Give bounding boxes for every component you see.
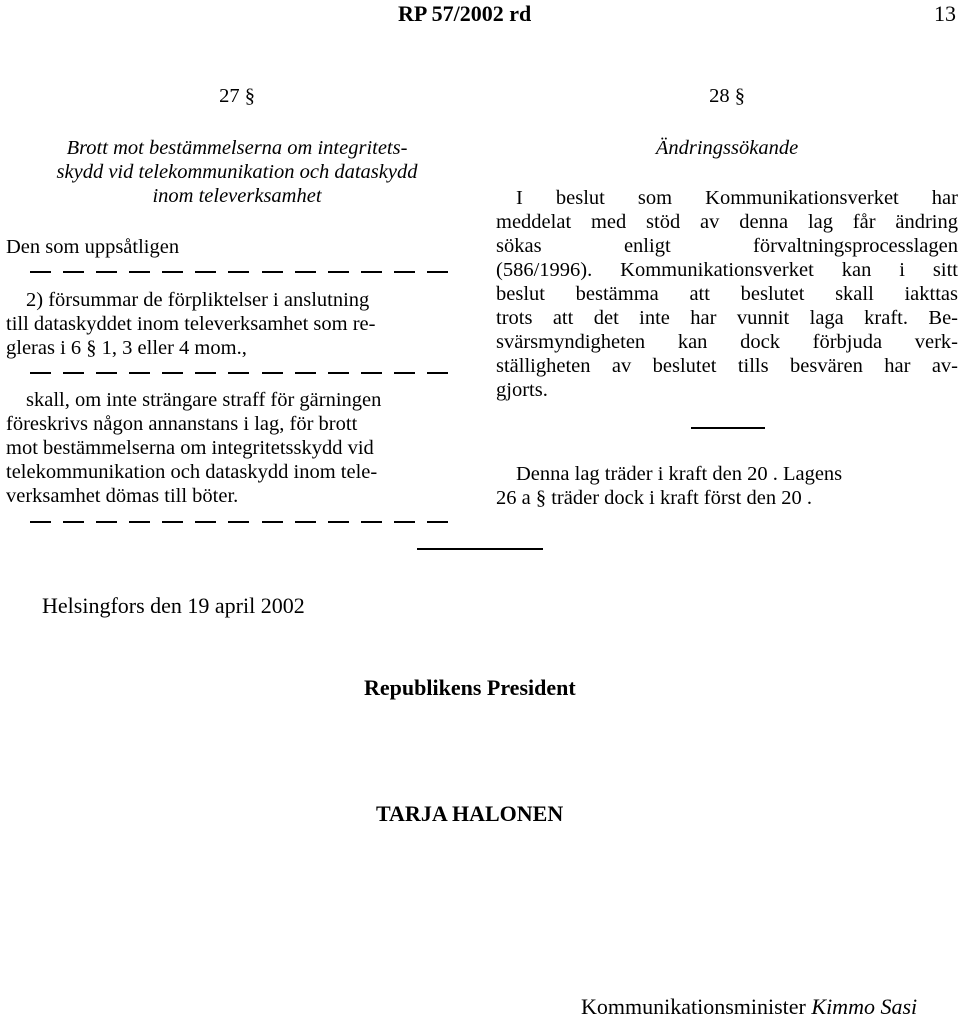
body-line-9: gjorts. bbox=[496, 379, 548, 401]
body-line-8: ställigheten av beslutet tills besvären har av- bbox=[496, 355, 958, 377]
item-2-line-1: 2) försummar de förpliktelser i anslutning bbox=[26, 289, 370, 311]
dash-separator bbox=[129, 521, 150, 523]
dash-separator bbox=[295, 521, 316, 523]
dash-separator bbox=[30, 372, 51, 374]
body-line-5: beslut bestämma att beslutet skall iakttas bbox=[496, 283, 958, 305]
dash-separator bbox=[295, 271, 316, 273]
dash-separator bbox=[162, 372, 183, 374]
short-separator-rule bbox=[691, 427, 765, 429]
dash-separator bbox=[195, 521, 216, 523]
dash-separator bbox=[427, 372, 448, 374]
penalty-line-3: mot bestämmelserna om integritetsskydd vid bbox=[6, 437, 374, 459]
dash-separator bbox=[394, 521, 415, 523]
penalty-line-5: verksamhet dömas till böter. bbox=[6, 485, 239, 507]
dash-separator bbox=[96, 271, 117, 273]
dash-separator bbox=[361, 271, 382, 273]
dash-separator bbox=[228, 271, 249, 273]
body-line-4: (586/1996). Kommunikationsverket kan i sitt bbox=[496, 259, 958, 281]
entry-into-force-line-2: 26 a § träder dock i kraft först den 20 . bbox=[496, 487, 812, 509]
dash-separator bbox=[30, 271, 51, 273]
dash-separator bbox=[30, 521, 51, 523]
penalty-line-2: föreskrivs någon annanstans i lag, för brott bbox=[6, 413, 358, 435]
body-line-6: trots att det inte har vunnit laga kraft. Be- bbox=[496, 307, 958, 329]
dash-separator bbox=[394, 271, 415, 273]
item-2-line-3: gleras i 6 § 1, 3 eller 4 mom., bbox=[6, 337, 247, 359]
omission-dash-row-1 bbox=[30, 271, 448, 273]
omission-dash-row-3 bbox=[30, 521, 448, 523]
minister-signature bbox=[581, 996, 917, 1018]
dash-separator bbox=[361, 521, 382, 523]
item-2-line-2: till dataskyddet inom televerksamhet som re- bbox=[6, 313, 376, 335]
minister-title: Kommunikationsminister bbox=[581, 994, 806, 1019]
dash-separator bbox=[328, 372, 349, 374]
dash-separator bbox=[427, 521, 448, 523]
dash-separator bbox=[63, 521, 84, 523]
minister-name: Kimmo Sasi bbox=[811, 994, 918, 1019]
body-line-1: I beslut som Kommunikationsverket har bbox=[516, 187, 958, 209]
dash-separator bbox=[96, 372, 117, 374]
dash-separator bbox=[63, 372, 84, 374]
dash-separator bbox=[295, 372, 316, 374]
place-and-date: Helsingfors den 19 april 2002 bbox=[42, 593, 305, 618]
dash-separator bbox=[162, 521, 183, 523]
dash-separator bbox=[63, 271, 84, 273]
penalty-line-1: skall, om inte strängare straff för gärningen bbox=[26, 389, 382, 411]
intro-line: Den som uppsåtligen bbox=[6, 236, 180, 258]
dash-separator bbox=[129, 372, 150, 374]
dash-separator bbox=[228, 372, 249, 374]
penalty-line-4: telekommunikation och dataskydd inom tele- bbox=[6, 461, 378, 483]
body-line-3: sökas enligt förvaltningsprocesslagen bbox=[496, 235, 958, 257]
dash-separator bbox=[162, 271, 183, 273]
dash-separator bbox=[96, 521, 117, 523]
body-line-7: svärsmyndigheten kan dock förbjuda verk- bbox=[496, 331, 958, 353]
omission-dash-row-2 bbox=[30, 372, 448, 374]
dash-separator bbox=[361, 372, 382, 374]
president-title: Republikens President bbox=[364, 675, 576, 700]
dash-separator bbox=[328, 521, 349, 523]
section-title-line-3: inom televerksamhet bbox=[152, 185, 322, 207]
dash-separator bbox=[262, 521, 283, 523]
page-number: 13 bbox=[934, 1, 956, 26]
dash-separator bbox=[427, 271, 448, 273]
dash-separator bbox=[328, 271, 349, 273]
body-line-2: meddelat med stöd av denna lag får ändring bbox=[496, 211, 958, 233]
entry-into-force-line-1: Denna lag träder i kraft den 20 . Lagens bbox=[516, 463, 843, 485]
section-heading-28: 28 § bbox=[709, 85, 745, 107]
section-heading-27: 27 § bbox=[219, 85, 255, 107]
dash-separator bbox=[262, 372, 283, 374]
dash-separator bbox=[195, 271, 216, 273]
document-header-title: RP 57/2002 rd bbox=[398, 1, 532, 26]
dash-separator bbox=[394, 372, 415, 374]
dash-separator bbox=[195, 372, 216, 374]
dash-separator bbox=[228, 521, 249, 523]
section-title-line-2: skydd vid telekommunikation och dataskydd bbox=[56, 161, 418, 183]
section-title-line-1: Brott mot bestämmelserna om integritets- bbox=[66, 137, 408, 159]
section-title-right: Ändringssökande bbox=[655, 137, 799, 159]
dash-separator bbox=[262, 271, 283, 273]
president-name: TARJA HALONEN bbox=[376, 801, 564, 826]
dash-separator bbox=[129, 271, 150, 273]
center-separator-rule bbox=[417, 548, 543, 550]
